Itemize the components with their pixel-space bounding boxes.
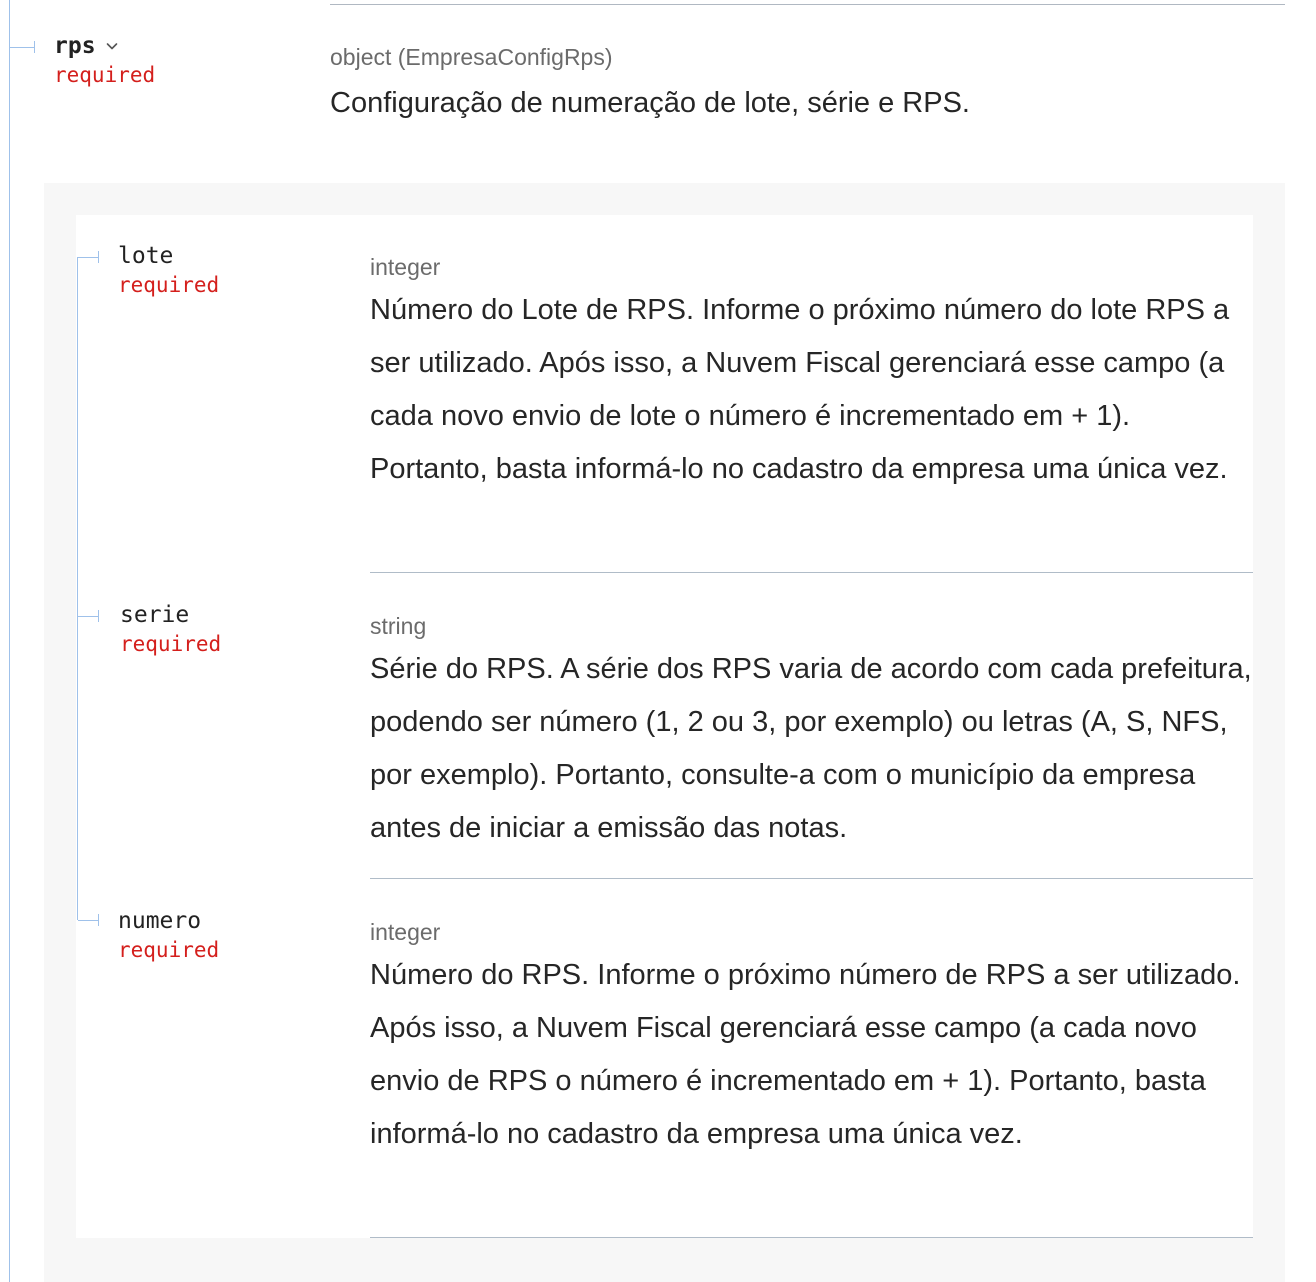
- tree-branch: [78, 616, 98, 617]
- property-description-text: Série do RPS. A série dos RPS varia de acordo com cada prefeitura, podendo ser número (1, 2 ou 3, por exemplo) ou letras (A, S, NFS, por exemplo). Portanto, consulte-a com o município da empresa antes de iniciar a emissão das notas.: [370, 653, 1252, 844]
- inner-tree-line: [77, 257, 78, 920]
- tree-branch: [78, 920, 98, 921]
- property-description: [370, 609, 1253, 879]
- property-rps[interactable]: [54, 32, 155, 88]
- property-description: [330, 40, 1280, 123]
- tree-branch: [10, 47, 34, 48]
- tree-branch-tick: [98, 610, 99, 622]
- tree-branch-tick: [98, 251, 99, 263]
- property-name: lote: [118, 243, 174, 269]
- property-name-toggle[interactable]: [54, 32, 155, 60]
- tree-line: [9, 0, 10, 1282]
- property-description-text: Número do RPS. Informe o próximo número de RPS a ser utilizado. Após isso, a Nuvem Fiscal gerenciará esse campo (a cada novo envio de RPS o número é incrementado em + 1). Portanto, basta informá-lo no cadastro da empresa uma única vez.: [370, 959, 1241, 1150]
- required-badge: required: [118, 938, 220, 962]
- property-type: string: [370, 613, 427, 639]
- property-description-text: Número do Lote de RPS. Informe o próximo número do lote RPS a ser utilizado. Após isso, a Nuvem Fiscal gerenciará esse campo (a cada novo envio de lote o número é incrementado em + 1). Portanto, basta informá-lo no cadastro da empresa uma única vez.: [370, 294, 1230, 485]
- tree-branch-tick: [34, 41, 35, 53]
- property-name: serie: [120, 602, 190, 628]
- property-type: integer: [370, 919, 441, 945]
- property-type: integer: [370, 254, 441, 280]
- property-description-text: Configuração de numeração de lote, série e RPS.: [330, 87, 970, 119]
- property-name: numero: [118, 908, 202, 934]
- property-lote: [118, 242, 219, 298]
- required-badge: required: [54, 63, 156, 87]
- tree-branch-tick: [98, 914, 99, 926]
- top-divider: [330, 4, 1285, 5]
- chevron-down-icon[interactable]: [104, 38, 120, 54]
- property-type: object (EmpresaConfigRps): [330, 44, 613, 70]
- required-badge: required: [120, 632, 222, 656]
- property-serie: [120, 601, 221, 657]
- property-description: [370, 250, 1253, 573]
- property-description: [370, 915, 1253, 1238]
- property-name[interactable]: rps: [54, 33, 96, 59]
- tree-branch: [78, 257, 98, 258]
- required-badge: required: [118, 273, 220, 297]
- property-numero: [118, 907, 219, 963]
